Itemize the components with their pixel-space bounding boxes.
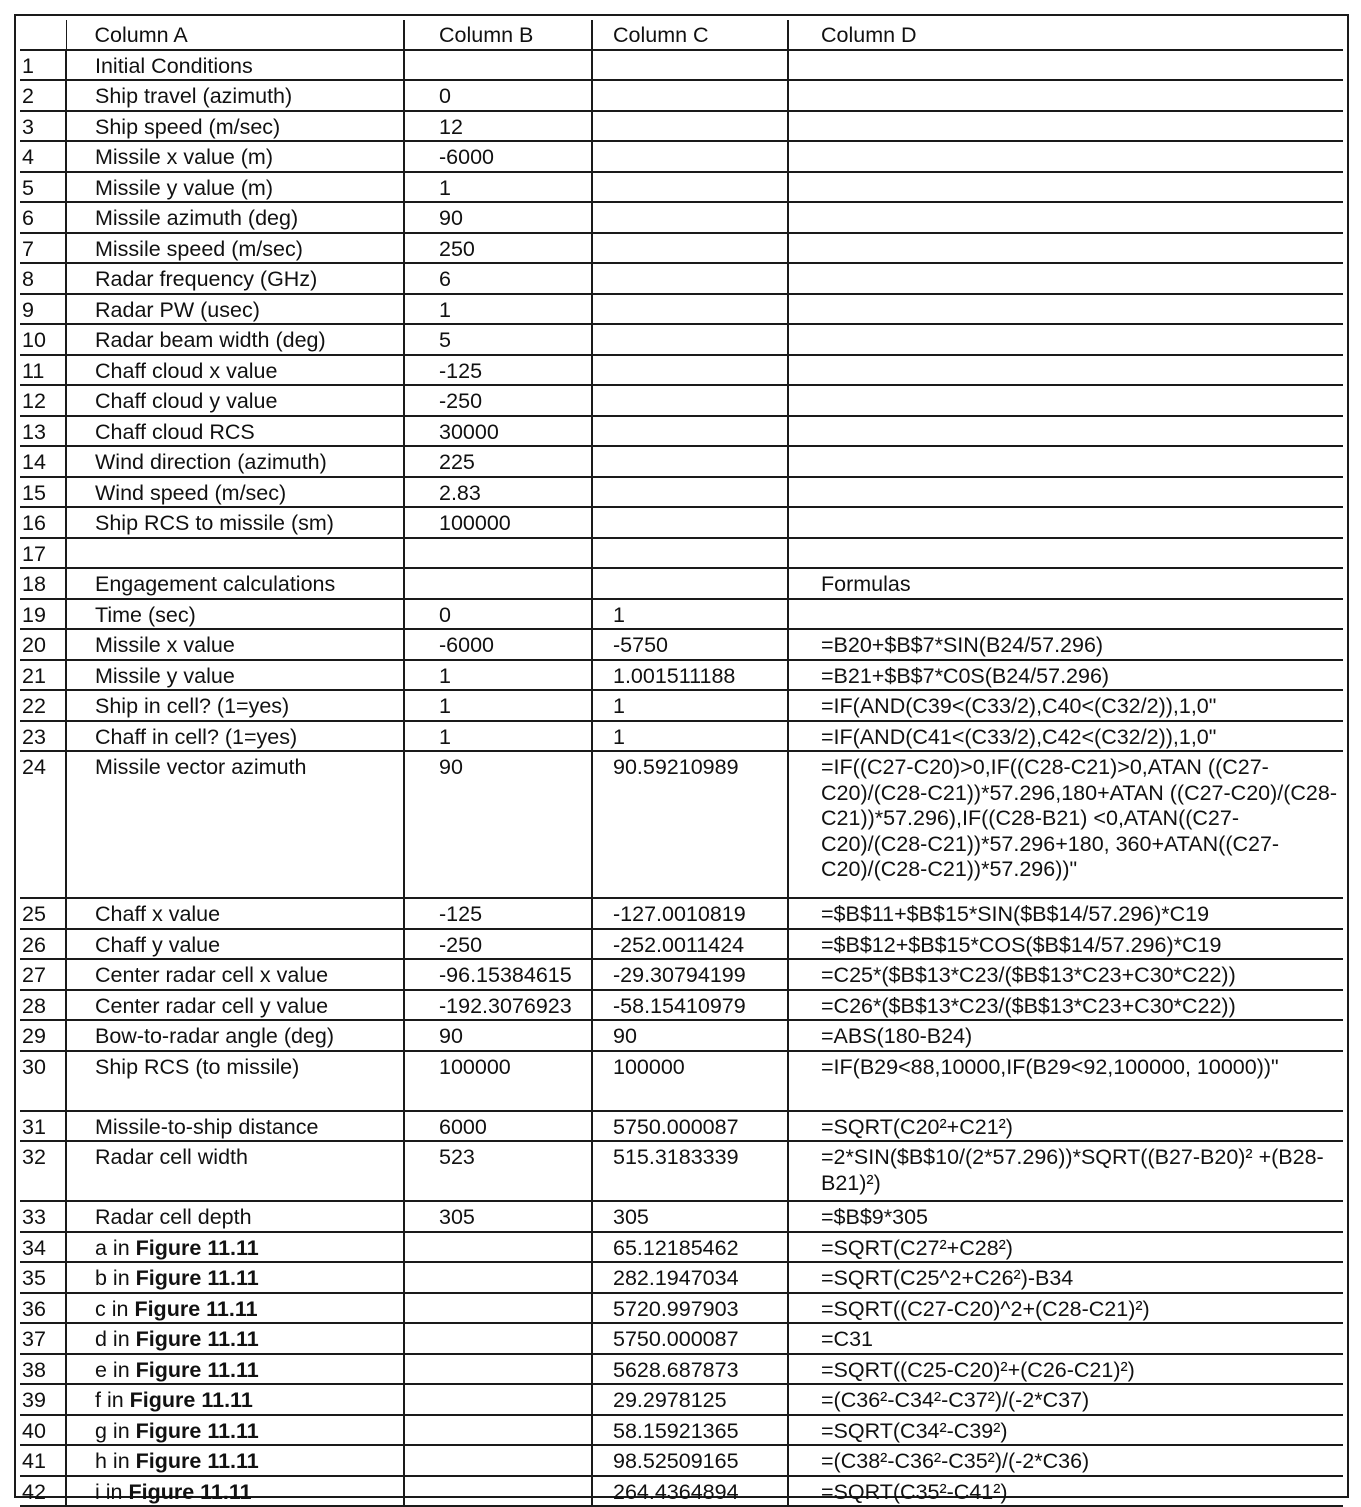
cell-column-c: 90.59210989 [592,751,788,898]
cell-column-d: =SQRT(C25^2+C26²)-B34 [788,1262,1343,1293]
table-row [20,959,1343,990]
row-number: 12 [20,385,66,416]
row-number: 37 [20,1323,66,1354]
row-number: 9 [20,294,66,325]
cell-column-d: =$B$11+$B$15*SIN($B$14/57.296)*C19 [788,898,1343,929]
cell-column-d: =2*SIN($B$10/(2*57.296))*SQRT((B27-B20)² +(B28-B21)²) [788,1141,1343,1201]
figure-reference: Figure 11.11 [128,1479,252,1504]
cell-column-d: =SQRT(C34²-C39²) [788,1415,1343,1446]
column-header-c: Column C [592,20,788,50]
cell-column-d [788,324,1343,355]
table-row [20,1323,1343,1354]
row-number: 19 [20,599,66,630]
table-row [20,202,1343,233]
cell-column-a [66,1232,404,1263]
table-row [20,538,1343,569]
cell-column-a: Center radar cell y value [66,990,404,1021]
row-number: 41 [20,1445,66,1476]
cell-column-b: 100000 [404,1051,592,1111]
cell-column-a: Chaff in cell? (1=yes) [66,721,404,752]
row-number: 1 [20,50,66,81]
table-row [20,416,1343,447]
cell-column-b [404,1354,592,1385]
table-row [20,898,1343,929]
row-number: 5 [20,172,66,203]
table-row [20,507,1343,538]
cell-column-c: 29.2978125 [592,1384,788,1415]
cell-column-b: 12 [404,111,592,142]
cell-column-a [66,1445,404,1476]
cell-column-d: =$B$9*305 [788,1201,1343,1232]
cell-column-d: =C26*($B$13*C23/($B$13*C23+C30*C22)) [788,990,1343,1021]
cell-column-c: 515.3183339 [592,1141,788,1201]
header-row [20,20,1343,50]
cell-column-d [788,233,1343,264]
cell-column-b: 6 [404,263,592,294]
table-row [20,324,1343,355]
cell-column-c: 65.12185462 [592,1232,788,1263]
table-row [20,111,1343,142]
cell-label: c in [95,1296,129,1321]
cell-column-a: Ship travel (azimuth) [66,80,404,111]
cell-column-d [788,385,1343,416]
cell-column-a: Wind direction (azimuth) [66,446,404,477]
cell-column-a: Wind speed (m/sec) [66,477,404,508]
row-number: 25 [20,898,66,929]
figure-reference: Figure 11.11 [135,1235,259,1260]
table-row [20,233,1343,264]
cell-label: f in [95,1388,124,1412]
corner-cell [20,20,66,50]
cell-column-d [788,294,1343,325]
row-number: 15 [20,477,66,508]
cell-column-d [788,80,1343,111]
cell-column-b: -6000 [404,629,592,660]
cell-column-c: -58.15410979 [592,990,788,1021]
cell-column-b: -125 [404,355,592,386]
row-number: 23 [20,721,66,752]
cell-column-d: =SQRT((C27-C20)^2+(C28-C21)²) [788,1293,1343,1324]
figure-reference: Figure 11.11 [135,1418,259,1443]
cell-column-a: Chaff x value [66,898,404,929]
cell-column-c: 5628.687873 [592,1354,788,1385]
cell-column-a: Missile x value [66,629,404,660]
cell-column-d: Formulas [788,568,1343,599]
row-number: 11 [20,355,66,386]
cell-column-d: =ABS(180-B24) [788,1020,1343,1051]
row-number: 28 [20,990,66,1021]
cell-column-c [592,568,788,599]
row-number: 13 [20,416,66,447]
cell-column-a: Radar PW (usec) [66,294,404,325]
cell-column-b: 523 [404,1141,592,1201]
cell-column-a: Time (sec) [66,599,404,630]
table-row [20,1111,1343,1142]
cell-column-b [404,538,592,569]
row-number: 3 [20,111,66,142]
cell-column-b: -96.15384615 [404,959,592,990]
row-number: 26 [20,929,66,960]
cell-column-b: -6000 [404,141,592,172]
column-header-d: Column D [788,20,1343,50]
cell-column-b [404,1262,592,1293]
cell-column-b: 1 [404,690,592,721]
table-row [20,50,1343,81]
cell-column-d: =IF(AND(C41<(C33/2),C42<(C32/2)),1,0" [788,721,1343,752]
table-row [20,1476,1343,1507]
cell-column-c [592,355,788,386]
cell-column-a [66,1262,404,1293]
cell-column-d [788,599,1343,630]
cell-column-d [788,477,1343,508]
cell-column-a: Ship RCS to missile (sm) [66,507,404,538]
cell-column-b: 90 [404,1020,592,1051]
cell-column-d [788,202,1343,233]
cell-column-c: 90 [592,1020,788,1051]
cell-column-c [592,202,788,233]
cell-column-a: Missile vector azimuth [66,751,404,898]
cell-column-c: 305 [592,1201,788,1232]
cell-column-c [592,507,788,538]
cell-column-c [592,477,788,508]
table-row [20,385,1343,416]
table-row [20,1262,1343,1293]
cell-column-d [788,50,1343,81]
cell-column-a: Initial Conditions [66,50,404,81]
figure-reference: Figure 11.11 [135,1357,259,1382]
cell-column-b: 1 [404,172,592,203]
cell-column-b: 1 [404,721,592,752]
cell-column-b: 30000 [404,416,592,447]
cell-column-c: 1 [592,690,788,721]
row-number: 16 [20,507,66,538]
cell-column-c: 264.4364894 [592,1476,788,1507]
cell-column-b: 2.83 [404,477,592,508]
table-row [20,446,1343,477]
cell-column-c: 98.52509165 [592,1445,788,1476]
spreadsheet-frame [14,14,1349,1504]
cell-column-b: 305 [404,1201,592,1232]
table-row [20,929,1343,960]
cell-column-a: Missile y value (m) [66,172,404,203]
cell-column-a: Chaff y value [66,929,404,960]
row-number: 36 [20,1293,66,1324]
cell-column-a [66,1476,404,1507]
cell-column-a [66,1323,404,1354]
row-number: 40 [20,1415,66,1446]
row-number: 10 [20,324,66,355]
cell-column-a [66,1354,404,1385]
cell-column-c: 5750.000087 [592,1111,788,1142]
row-number: 17 [20,538,66,569]
figure-reference: Figure 11.11 [134,1296,258,1321]
cell-column-c: 1.001511188 [592,660,788,691]
row-number: 30 [20,1051,66,1111]
cell-column-b: -250 [404,929,592,960]
cell-column-a: Ship in cell? (1=yes) [66,690,404,721]
cell-column-c [592,141,788,172]
cell-column-a [66,1384,404,1415]
cell-column-c [592,538,788,569]
cell-column-d [788,507,1343,538]
table-row [20,690,1343,721]
row-number: 34 [20,1232,66,1263]
cell-column-a: Radar frequency (GHz) [66,263,404,294]
cell-column-b: -125 [404,898,592,929]
row-number: 8 [20,263,66,294]
cell-column-b [404,1384,592,1415]
cell-column-a [66,538,404,569]
cell-column-a: Ship RCS (to missile) [66,1051,404,1111]
table-row [20,1232,1343,1263]
row-number: 20 [20,629,66,660]
table-row [20,1384,1343,1415]
cell-column-a: Ship speed (m/sec) [66,111,404,142]
cell-column-b: 0 [404,80,592,111]
row-number: 24 [20,751,66,898]
table-row [20,294,1343,325]
table-row [20,263,1343,294]
cell-column-c: -29.30794199 [592,959,788,990]
cell-label: i in [95,1479,123,1504]
row-number: 2 [20,80,66,111]
table-row [20,1051,1343,1111]
row-number: 38 [20,1354,66,1385]
row-number: 33 [20,1201,66,1232]
cell-column-c: 100000 [592,1051,788,1111]
cell-column-c: -252.0011424 [592,929,788,960]
cell-column-a [66,1293,404,1324]
cell-column-b: 1 [404,660,592,691]
column-header-b: Column B [404,20,592,50]
cell-column-d: =B20+$B$7*SIN(B24/57.296) [788,629,1343,660]
table-row [20,1141,1343,1201]
row-number: 27 [20,959,66,990]
table-row [20,1293,1343,1324]
row-number: 14 [20,446,66,477]
cell-column-a: Radar cell width [66,1141,404,1201]
cell-column-d [788,355,1343,386]
row-number: 4 [20,141,66,172]
cell-column-c [592,294,788,325]
cell-column-a [66,1415,404,1446]
cell-column-d: =C31 [788,1323,1343,1354]
cell-column-c [592,233,788,264]
cell-column-c: 5750.000087 [592,1323,788,1354]
cell-label: a in [95,1235,130,1260]
cell-column-b [404,1232,592,1263]
cell-column-c: 1 [592,721,788,752]
row-number: 39 [20,1384,66,1415]
cell-column-a: Missile azimuth (deg) [66,202,404,233]
cell-column-a: Missile speed (m/sec) [66,233,404,264]
cell-column-d [788,263,1343,294]
table-row [20,80,1343,111]
cell-column-d: =IF((C27-C20)>0,IF((C28-C21)>0,ATAN ((C27-C20)/(C28-C21))*57.296,180+ATAN ((C27-C20)/(C28-C21))*57.296),IF((C28-B21) <0,ATAN((C27-C20)/(C28-C21))*57.296+180, 360+ATAN((C27-C20)/(C28-C21))*57.296))" [788,751,1343,898]
cell-column-d [788,172,1343,203]
cell-column-c [592,446,788,477]
cell-column-d: =SQRT(C27²+C28²) [788,1232,1343,1263]
cell-column-d: =IF(B29<88,10000,IF(B29<92,100000, 10000))" [788,1051,1343,1111]
figure-reference: Figure 11.11 [129,1388,253,1412]
table-row [20,990,1343,1021]
table-row [20,141,1343,172]
cell-column-a: Chaff cloud x value [66,355,404,386]
cell-column-b: 90 [404,202,592,233]
cell-column-b [404,568,592,599]
cell-column-d [788,538,1343,569]
cell-column-d: =C25*($B$13*C23/($B$13*C23+C30*C22)) [788,959,1343,990]
table-row [20,1201,1343,1232]
cell-column-d [788,416,1343,447]
table-row [20,172,1343,203]
cell-column-a: Engagement calculations [66,568,404,599]
table-row [20,1445,1343,1476]
row-number: 42 [20,1476,66,1507]
row-number: 32 [20,1141,66,1201]
row-number: 18 [20,568,66,599]
cell-column-b: 100000 [404,507,592,538]
cell-column-c [592,111,788,142]
cell-column-a: Radar beam width (deg) [66,324,404,355]
cell-column-a: Chaff cloud RCS [66,416,404,447]
cell-column-d: =SQRT(C35²-C41²) [788,1476,1343,1507]
cell-column-d [788,111,1343,142]
row-number: 29 [20,1020,66,1051]
cell-column-b: 90 [404,751,592,898]
cell-column-c [592,416,788,447]
cell-label: e in [95,1357,130,1382]
cell-column-d: =SQRT(C20²+C21²) [788,1111,1343,1142]
cell-column-c: -127.0010819 [592,898,788,929]
cell-column-c [592,172,788,203]
table-row [20,355,1343,386]
cell-label: g in [95,1418,130,1443]
cell-column-c: 282.1947034 [592,1262,788,1293]
row-number: 31 [20,1111,66,1142]
cell-column-b [404,1476,592,1507]
cell-column-d: =B21+$B$7*C0S(B24/57.296) [788,660,1343,691]
cell-column-d: =SQRT((C25-C20)²+(C26-C21)²) [788,1354,1343,1385]
cell-column-c [592,324,788,355]
cell-column-b [404,1415,592,1446]
cell-column-a: Center radar cell x value [66,959,404,990]
cell-label: d in [95,1327,130,1351]
cell-column-b: 5 [404,324,592,355]
figure-reference: Figure 11.11 [135,1266,259,1290]
cell-column-d [788,446,1343,477]
cell-column-c [592,80,788,111]
row-number: 6 [20,202,66,233]
cell-column-c [592,385,788,416]
cell-column-b: 0 [404,599,592,630]
cell-label: b in [95,1266,130,1290]
cell-column-b: 1 [404,294,592,325]
table-row [20,721,1343,752]
table-row [20,1354,1343,1385]
cell-column-d: =IF(AND(C39<(C33/2),C40<(C32/2)),1,0" [788,690,1343,721]
cell-column-a: Missile x value (m) [66,141,404,172]
cell-column-d: =(C38²-C36²-C35²)/(-2*C36) [788,1445,1343,1476]
cell-column-d: =(C36²-C34²-C37²)/(-2*C37) [788,1384,1343,1415]
cell-column-a: Chaff cloud y value [66,385,404,416]
table-row [20,599,1343,630]
figure-reference: Figure 11.11 [135,1327,259,1351]
cell-column-b: -250 [404,385,592,416]
column-header-a: Column A [66,20,404,50]
cell-column-b: -192.3076923 [404,990,592,1021]
table-row [20,751,1343,898]
spreadsheet-table [20,20,1343,1507]
cell-column-b [404,1293,592,1324]
table-row [20,1415,1343,1446]
row-number: 22 [20,690,66,721]
cell-column-b [404,50,592,81]
table-row [20,660,1343,691]
cell-column-a: Bow-to-radar angle (deg) [66,1020,404,1051]
table-row [20,1020,1343,1051]
cell-label: h in [95,1449,130,1473]
cell-column-a: Radar cell depth [66,1201,404,1232]
cell-column-a: Missile y value [66,660,404,691]
row-number: 35 [20,1262,66,1293]
cell-column-c [592,50,788,81]
cell-column-b: 250 [404,233,592,264]
cell-column-b: 6000 [404,1111,592,1142]
cell-column-d: =$B$12+$B$15*COS($B$14/57.296)*C19 [788,929,1343,960]
row-number: 7 [20,233,66,264]
cell-column-c: 58.15921365 [592,1415,788,1446]
table-row [20,568,1343,599]
cell-column-b: 225 [404,446,592,477]
table-row [20,477,1343,508]
cell-column-b [404,1445,592,1476]
cell-column-d [788,141,1343,172]
cell-column-c: -5750 [592,629,788,660]
figure-reference: Figure 11.11 [135,1449,259,1473]
cell-column-c: 1 [592,599,788,630]
cell-column-a: Missile-to-ship distance [66,1111,404,1142]
cell-column-b [404,1323,592,1354]
cell-column-c: 5720.997903 [592,1293,788,1324]
table-row [20,629,1343,660]
cell-column-c [592,263,788,294]
row-number: 21 [20,660,66,691]
